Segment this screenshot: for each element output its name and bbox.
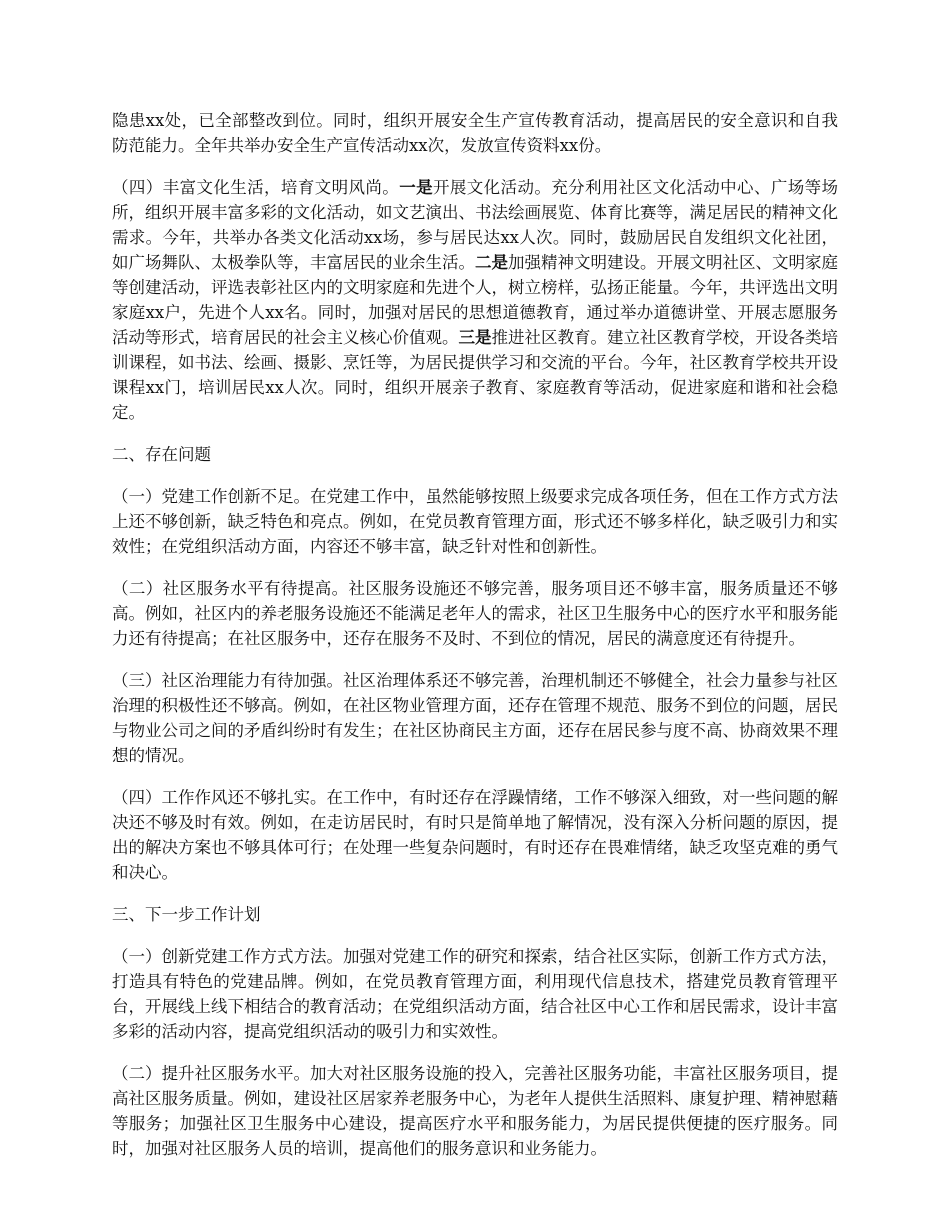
culture-point-two: 加强精神文明建设。开展文明社区、文明家庭等创建活动，评选表彰社区内的文明家庭和先进个人，树立榜样，弘扬正能量。今年，共评选出文明家庭xx户，先进个人xx名。同时，加强对居民的思想道德教育，通过举办道德讲堂、开展志愿服务活动等形式，培育居民的社会主义核心价值观。 — [112, 253, 838, 347]
section-heading-next-plan: 三、下一步工作计划 — [112, 905, 261, 924]
culture-point-one: 开展文化活动。充分利用社区文化活动中心、广场等场所，组织开展丰富多彩的文化活动，如文艺演出、书法绘画展览、体育比赛等，满足居民的精神文化需求。今年，共举办各类文化活动xx场，参与居民达xx人次。同时，鼓励居民自发组织文化社团，如广场舞队、太极拳队等，丰富居民的业余生活。 — [112, 178, 839, 272]
paragraph-problem-governance: （三）社区治理能力有待加强。社区治理体系还不够完善，治理机制还不够健全，社会力量参与社区治理的积极性还不够高。例如，在社区物业管理方面，还存在管理不规范、服务不到位的问题，居民与物业公司之间的矛盾纠纷时有发生；在社区协商民主方面，还存在居民参与度不高、协商效果不理想的情况。 — [112, 671, 838, 765]
point-one-label: 一是 — [399, 178, 433, 197]
section-heading-problems: 二、存在问题 — [112, 445, 211, 464]
paragraph-problem-work-style: （四）工作作风还不够扎实。在工作中，有时还存在浮躁情绪，工作不够深入细致，对一些问题的解决还不够及时有效。例如，在走访居民时，有时只是简单地了解情况，没有深入分析问题的原因，提出的解决方案也不够具体可行；在处理一些复杂问题时，有时还存在畏难情绪，缺乏攻坚克难的勇气和决心。 — [112, 788, 838, 882]
culture-point-three: 推进社区教育。建立社区教育学校，开设各类培训课程，如书法、绘画、摄影、烹饪等，为居民提供学习和交流的平台。今年，社区教育学校共开设课程xx门，培训居民xx人次。同时，组织开展亲子教育、家庭教育等活动，促进家庭和谐和社会稳定。 — [112, 328, 838, 422]
point-three-label: 三是 — [458, 328, 492, 347]
culture-intro: （四）丰富文化生活，培育文明风尚。 — [112, 178, 400, 197]
paragraph-problem-party-building: （一）党建工作创新不足。在党建工作中，虽然能够按照上级要求完成各项任务，但在工作方式方法上还不够创新，缺乏特色和亮点。例如，在党员教育管理方面，形式还不够多样化，缺乏吸引力和实效性；在党组织活动方面，内容还不够丰富，缺乏针对性和创新性。 — [112, 487, 838, 556]
paragraph-plan-party-building: （一）创新党建工作方式方法。加强对党建工作的研究和探索，结合社区实际，创新工作方式方法，打造具有特色的党建品牌。例如，在党员教育管理方面，利用现代信息技术，搭建党员教育管理平台，开展线上线下相结合的教育活动；在党组织活动方面，结合社区中心工作和居民需求，设计丰富多彩的活动内容，提高党组织活动的吸引力和实效性。 — [112, 947, 838, 1041]
paragraph-safety-continued: 隐患xx处，已全部整改到位。同时，组织开展安全生产宣传教育活动，提高居民的安全意识和自我防范能力。全年共举办安全生产宣传活动xx次，发放宣传资料xx份。 — [112, 111, 838, 155]
paragraph-problem-service: （二）社区服务水平有待提高。社区服务设施还不够完善，服务项目还不够丰富，服务质量还不够高。例如，社区内的养老服务设施还不能满足老年人的需求，社区卫生服务中心的医疗水平和服务能力还有待提高；在社区服务中，还存在服务不及时、不到位的情况，居民的满意度还有待提升。 — [112, 579, 838, 648]
point-two-label: 二是 — [475, 253, 508, 272]
paragraph-culture-life — [112, 175, 838, 425]
paragraph-plan-service: （二）提升社区服务水平。加大对社区服务设施的投入，完善社区服务功能，丰富社区服务项目，提高社区服务质量。例如，建设社区居家养老服务中心，为老年人提供生活照料、康复护理、精神慰藉等服务；加强社区卫生服务中心建设，提高医疗水平和服务能力，为居民提供便捷的医疗服务。同时，加强对社区服务人员的培训，提高他们的服务意识和业务能力。 — [112, 1064, 838, 1158]
